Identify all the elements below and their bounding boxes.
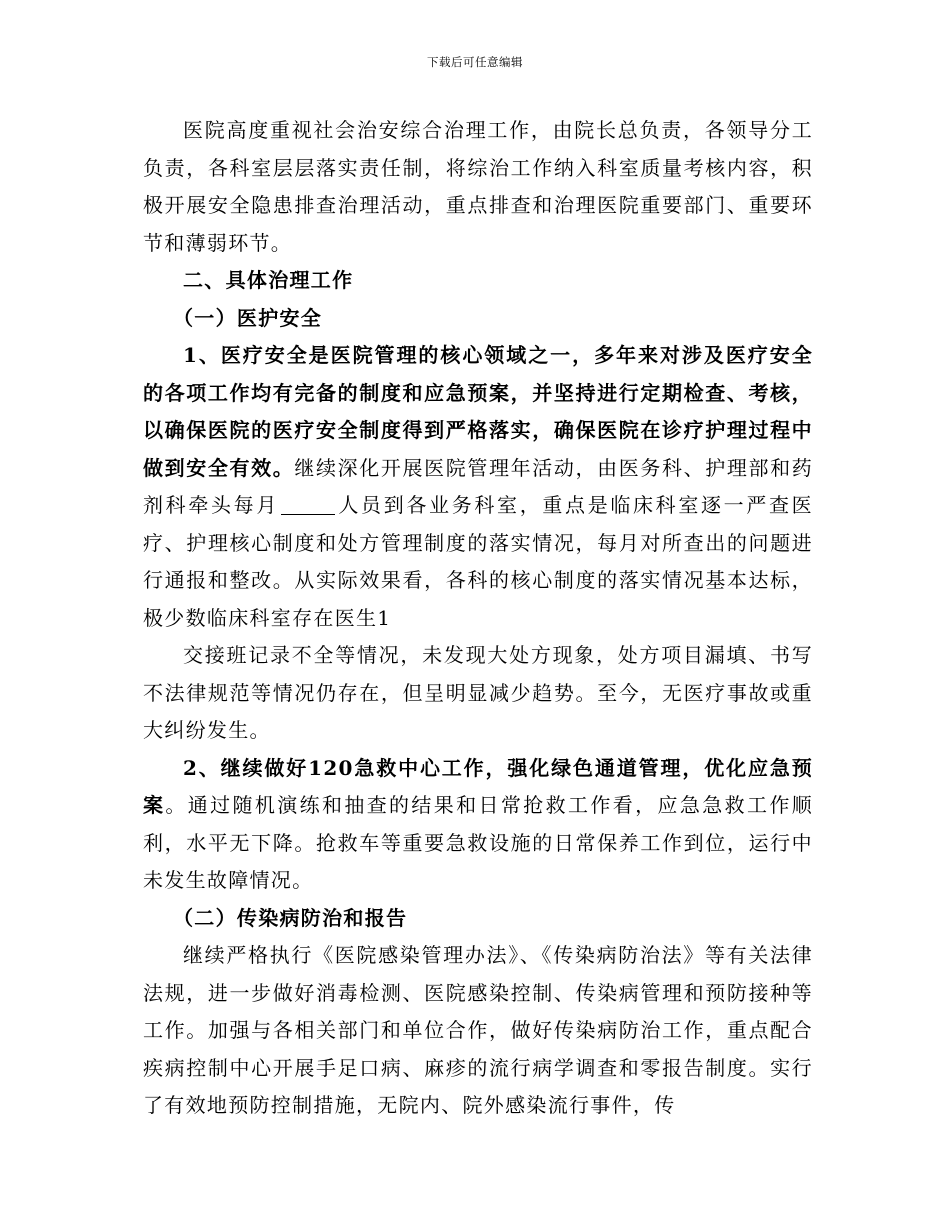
document-body	[143, 112, 813, 1125]
section-heading-2: 二、具体治理工作	[183, 268, 354, 292]
page-header: 下载后可任意编辑	[427, 55, 523, 69]
paragraph-infectious-disease: 继续严格执行《医院感染管理办法》、《传染病防治法》等有关法律法规，进一步做好消毒检测、医院感染控制、传染病管理和预防接种等工作。加强与各相关部门和单位合作，做好传染病防治工作，重点配合疾病控制中心开展手足口病、麻疹的流行病学调查和零报告制度。实行了有效地预防控制措施，无院内、院外感染流行事件，传	[143, 943, 813, 1117]
paragraph-item-1	[143, 337, 813, 637]
paragraph-continuation: 交接班记录不全等情况，未发现大处方现象，处方项目漏填、书写不法律规范等情况仍存在，但呈明显减少趋势。至今，无医疗事故或重大纠纷发生。	[143, 643, 813, 742]
item-1-text-b: 人员到各业务科室，重点是临床科室逐一严查医疗、护理核心制度和处方管理制度的落实情况，每月对所查出的问题进行通报和整改。从实际效果看，各科的核心制度的落实情况基本达标，极少数临床科室存在医生1	[143, 493, 813, 630]
item-2-bold-lead: 2、继续做好120急救中心工作，强化绿色通道管理，优化应急预案	[143, 755, 813, 817]
paragraph-item-2	[143, 750, 813, 900]
item-1-text-a: 继续深化开展医院管理年活动，由医务科、护理部和药剂科牵头每月	[143, 455, 814, 517]
subsection-heading-medical-safety: （一）医护安全	[173, 305, 323, 330]
subsection-heading-infectious-disease: （二）传染病防治和报告	[173, 905, 408, 930]
paragraph-overview: 医院高度重视社会治安综合治理工作，由院长总负责，各领导分工负责，各科室层层落实责任制，将综治工作纳入科室质量考核内容，积极开展安全隐患排查治理活动，重点排查和治理医院重要部门、重要环节和薄弱环节。	[143, 118, 813, 255]
item-1-bold-lead: 1、医疗安全是医院管理的核心领域之一，多年来对涉及医疗安全的各项工作均有完备的制度和应急预案，并坚持进行定期检查、考核，以确保医院的医疗安全制度得到严格落实，确保医院在诊疗护理过程中做到安全有效。	[143, 343, 813, 480]
item-2-text: 。通过随机演练和抽查的结果和日常抢救工作看，应急急救工作顺利，水平无下降。抢救车等重要急救设施的日常保养工作到位，运行中未发生故障情况。	[143, 793, 813, 892]
fill-in-blank	[281, 494, 335, 515]
